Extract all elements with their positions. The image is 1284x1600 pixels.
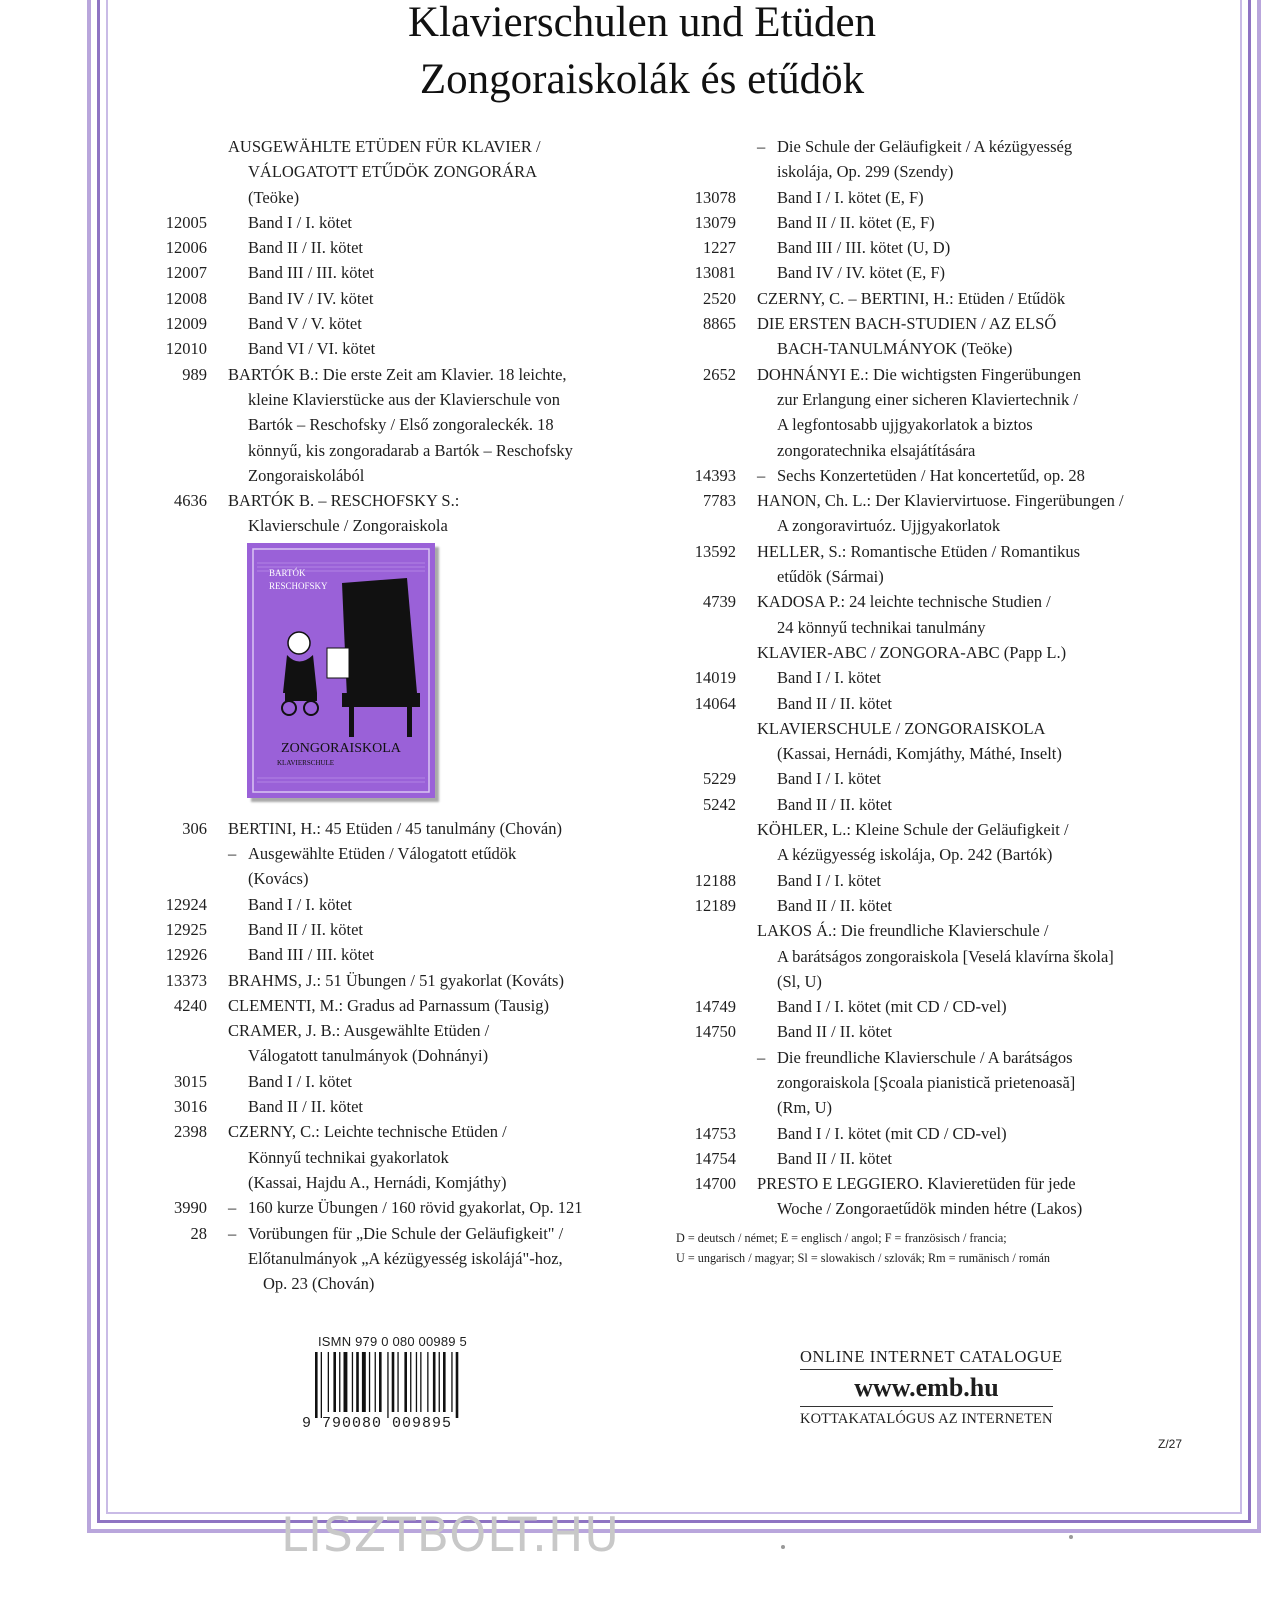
catalog-title: LAKOS Á.: Die freundliche Klavierschule / xyxy=(757,921,1049,941)
watermark: LISZTBOLT.HU xyxy=(281,1508,620,1563)
volume-label: Band I / I. kötet (mit CD / CD-vel) xyxy=(777,1123,1007,1143)
catalog-number xyxy=(676,615,736,640)
catalog-number: 12926 xyxy=(165,945,207,965)
catalog-number: 14393 xyxy=(694,465,736,485)
volume-label: Band III / III. kötet (U, D) xyxy=(777,238,951,258)
catalog-label-hungarian: KOTTAKATALÓGUS AZ INTERNETEN xyxy=(800,1411,1053,1427)
catalog-entry xyxy=(676,1095,1216,1120)
catalog-entry xyxy=(150,336,650,361)
barcode-bar xyxy=(315,1352,318,1418)
catalog-text: Vorübungen für „Die Schule der Geläufigkeit" / xyxy=(248,1223,564,1243)
catalog-title: CZERNY, C.: Leichte technische Etüden / xyxy=(228,1122,507,1142)
book-subtitle: KLAVIERSCHULE xyxy=(277,758,335,767)
volume-label: Band I / I. kötet (mit CD / CD-vel) xyxy=(777,997,1007,1017)
catalog-number xyxy=(676,918,736,943)
volume-label: Band II / II. kötet xyxy=(777,895,893,915)
book-title: ZONGORAISKOLA xyxy=(281,740,401,756)
catalog-continuation: Bartók – Reschofsky / Első zongoraleckék. 18 xyxy=(248,415,554,435)
catalog-continuation: könnyű, kis zongoradarab a Bartók – Reschofsky xyxy=(248,440,573,460)
volume-label: Band II / II. kötet xyxy=(248,238,364,258)
catalog-entry xyxy=(150,968,650,993)
barcode-bar xyxy=(420,1352,421,1412)
catalog-title: CRAMER, J. B.: Ausgewählte Etüden / xyxy=(228,1021,490,1041)
catalog-number: 14749 xyxy=(694,997,736,1017)
catalog-title: KLAVIERSCHULE / ZONGORAISKOLA xyxy=(757,718,1046,738)
catalog-number: 8865 xyxy=(703,314,736,334)
catalog-entry xyxy=(150,1069,650,1094)
catalog-entry xyxy=(676,564,1216,589)
catalog-number xyxy=(150,841,207,866)
barcode-bar xyxy=(404,1352,407,1412)
catalog-entry xyxy=(150,866,650,891)
barcode-bar xyxy=(427,1352,428,1412)
catalog-entry xyxy=(150,311,650,336)
catalog-number: 12008 xyxy=(165,288,207,308)
speck xyxy=(781,1545,785,1549)
catalog-number xyxy=(676,159,736,184)
catalog-entry xyxy=(150,942,650,967)
catalog-title: KÖHLER, L.: Kleine Schule der Geläufigkeit / xyxy=(757,820,1069,840)
catalog-number xyxy=(676,1045,736,1070)
catalog-number xyxy=(150,438,207,463)
catalog-number: 13373 xyxy=(165,970,207,990)
volume-label: Band III / III. kötet xyxy=(248,945,374,965)
barcode-bar xyxy=(328,1352,329,1412)
barcode-bar xyxy=(356,1352,359,1412)
catalog-continuation: A legfontosabb ujjgyakorlatok a biztos xyxy=(777,415,1033,435)
catalog-right-column xyxy=(676,134,1216,1222)
catalog-number: 1227 xyxy=(703,238,736,258)
catalog-entry xyxy=(676,311,1216,336)
catalog-number xyxy=(676,564,736,589)
catalog-number xyxy=(150,513,207,538)
catalog-number xyxy=(150,866,207,891)
catalog-number: 306 xyxy=(182,818,207,838)
catalog-entry xyxy=(676,868,1216,893)
catalog-number: 12925 xyxy=(165,919,207,939)
catalog-number xyxy=(676,817,736,842)
catalog-number xyxy=(676,513,736,538)
catalog-number: 3015 xyxy=(174,1071,207,1091)
catalog-entry xyxy=(676,387,1216,412)
catalog-entry xyxy=(676,1070,1216,1095)
catalog-title: BARTÓK B.: Die erste Zeit am Klavier. 18 leichte, xyxy=(228,364,567,384)
volume-label: Band II / II. kötet xyxy=(248,1097,364,1117)
catalog-number: 13078 xyxy=(694,187,736,207)
catalog-continuation: Op. 23 (Chován) xyxy=(263,1274,375,1294)
catalog-number: 2520 xyxy=(703,288,736,308)
volume-label: Band II / II. kötet xyxy=(777,693,893,713)
catalog-continuation: Válogatott tanulmányok (Dohnányi) xyxy=(248,1046,489,1066)
dash-marker: – xyxy=(228,1198,237,1218)
catalog-text: 160 kurze Übungen / 160 rövid gyakorlat, Op. 121 xyxy=(248,1198,583,1218)
catalog-number: 14754 xyxy=(694,1148,736,1168)
catalog-entry xyxy=(676,589,1216,614)
catalog-entry xyxy=(150,463,650,488)
catalog-number xyxy=(676,387,736,412)
catalog-number: 12009 xyxy=(165,314,207,334)
catalog-entry xyxy=(150,1043,650,1068)
catalog-entry xyxy=(150,1170,650,1195)
online-catalogue-label: ONLINE INTERNET CATALOGUE xyxy=(800,1347,1063,1366)
catalog-entry xyxy=(676,665,1216,690)
catalog-entry xyxy=(676,286,1216,311)
catalog-entry xyxy=(150,1094,650,1119)
barcode-digits: 9 790080 009895 xyxy=(302,1415,453,1432)
catalog-entry xyxy=(676,994,1216,1019)
catalog-number xyxy=(150,159,207,184)
catalog-number xyxy=(150,1043,207,1068)
catalog-number: 14064 xyxy=(694,693,736,713)
catalog-left-column xyxy=(150,134,650,1296)
catalog-entry xyxy=(676,893,1216,918)
barcode-bar xyxy=(439,1352,440,1412)
barcode-bar xyxy=(443,1352,446,1412)
catalog-number: 4739 xyxy=(703,592,736,612)
catalog-entry xyxy=(676,792,1216,817)
volume-label: Band III / III. kötet xyxy=(248,263,374,283)
book-author-1: BARTÓK xyxy=(269,567,306,578)
barcode-image xyxy=(313,1352,481,1418)
catalog-continuation: A barátságos zongoraiskola [Veselá klavírna škola] xyxy=(777,946,1114,966)
catalog-entry xyxy=(676,842,1216,867)
catalog-number: 28 xyxy=(190,1223,207,1243)
catalog-number xyxy=(676,969,736,994)
barcode-bar xyxy=(375,1352,376,1412)
catalog-entry xyxy=(676,1196,1216,1221)
catalog-entry xyxy=(676,1045,1216,1070)
catalog-continuation: Klavierschule / Zongoraiskola xyxy=(248,516,448,536)
catalog-entry xyxy=(150,892,650,917)
legend-line-2: U = ungarisch / magyar; Sl = slowakisch / szlovák; Rm = rumänisch / román xyxy=(676,1251,1050,1265)
catalog-number: 4636 xyxy=(174,491,207,511)
barcode-bar xyxy=(392,1352,395,1412)
catalog-title: CLEMENTI, M.: Gradus ad Parnassum (Tausig) xyxy=(228,995,550,1015)
catalog-number xyxy=(150,412,207,437)
website-link[interactable]: www.emb.hu xyxy=(854,1373,999,1402)
catalog-number xyxy=(676,716,736,741)
catalog-entry xyxy=(150,1195,650,1220)
catalog-entry xyxy=(676,159,1216,184)
catalog-number xyxy=(676,412,736,437)
catalog-entry xyxy=(150,488,650,513)
catalog-number xyxy=(676,438,736,463)
catalog-number: 13081 xyxy=(694,263,736,283)
catalog-entry xyxy=(676,1146,1216,1171)
catalog-number xyxy=(150,134,207,159)
catalog-number: 13079 xyxy=(694,212,736,232)
catalog-number: 7783 xyxy=(703,491,736,511)
catalog-number: 12189 xyxy=(694,895,736,915)
volume-label: Band I / I. kötet xyxy=(248,1071,353,1091)
barcode-bar xyxy=(416,1352,417,1412)
catalog-subtitle xyxy=(736,463,1216,488)
catalog-number: 14019 xyxy=(694,668,736,688)
catalog-continuation: (Kassai, Hernádi, Komjáthy, Máthé, Inselt) xyxy=(777,744,1062,764)
barcode-bar xyxy=(433,1352,436,1412)
catalog-number: 4240 xyxy=(174,995,207,1015)
catalog-title: BRAHMS, J.: 51 Übungen / 51 gyakorlat (Kováts) xyxy=(228,970,564,990)
catalog-continuation: A zongoravirtuóz. Ujjgyakorlatok xyxy=(777,516,1001,536)
catalog-subtitle xyxy=(736,134,1216,159)
dash-marker: – xyxy=(228,1223,237,1243)
catalog-entry xyxy=(150,841,650,866)
catalog-number: 12006 xyxy=(165,238,207,258)
catalog-continuation: (Kassai, Hajdu A., Hernádi, Komjáthy) xyxy=(248,1172,507,1192)
catalog-number: 12924 xyxy=(165,894,207,914)
catalog-subtitle xyxy=(207,1221,650,1246)
catalog-entry xyxy=(150,816,650,841)
catalog-subtitle xyxy=(207,841,650,866)
barcode-bar xyxy=(451,1352,452,1412)
title-hungarian: Zongoraiskolák és etűdök xyxy=(419,56,865,103)
catalog-continuation: zongoraiskola [Şcoala pianistică prietenoasă] xyxy=(777,1072,1076,1092)
volume-label: Band II / II. kötet xyxy=(777,1148,893,1168)
speck xyxy=(1069,1535,1073,1539)
catalog-entry xyxy=(150,185,650,210)
language-legend xyxy=(676,1228,1216,1268)
catalog-subtitle xyxy=(736,1045,1216,1070)
catalog-entry xyxy=(676,1019,1216,1044)
catalog-title: BARTÓK B. – RESCHOFSKY S.: xyxy=(228,491,460,511)
catalog-entry xyxy=(676,539,1216,564)
catalog-entry xyxy=(676,438,1216,463)
barcode-bar xyxy=(362,1352,366,1412)
catalog-entry xyxy=(150,362,650,387)
catalog-entry xyxy=(676,1121,1216,1146)
catalog-entry xyxy=(676,134,1216,159)
barcode-bar xyxy=(410,1352,411,1412)
catalog-continuation: iskolája, Op. 299 (Szendy) xyxy=(777,162,954,182)
catalog-entry xyxy=(150,438,650,463)
catalog-number: 2398 xyxy=(174,1122,207,1142)
catalog-entry xyxy=(676,741,1216,766)
book-cover-image xyxy=(247,543,435,798)
catalog-title: KADOSA P.: 24 leichte technische Studien / xyxy=(757,592,1051,612)
catalog-number xyxy=(150,1018,207,1043)
catalog-entry xyxy=(150,159,650,184)
catalog-entry xyxy=(676,716,1216,741)
catalog-entry xyxy=(676,1171,1216,1196)
catalog-number: 14753 xyxy=(694,1123,736,1143)
catalog-title: AUSGEWÄHLTE ETÜDEN FÜR KLAVIER / xyxy=(228,137,541,156)
title-german: Klavierschulen und Etüden xyxy=(407,0,877,46)
catalog-title: PRESTO E LEGGIERO. Klavieretüden für jede xyxy=(757,1174,1076,1194)
catalog-entry xyxy=(676,817,1216,842)
catalog-number xyxy=(150,463,207,488)
page-code: Z/27 xyxy=(1158,1437,1183,1451)
catalog-continuation: Könnyű technikai gyakorlatok xyxy=(248,1147,449,1167)
catalog-entry xyxy=(676,260,1216,285)
volume-label: Band II / II. kötet xyxy=(248,919,364,939)
catalog-number: 5242 xyxy=(703,794,736,814)
barcode-bar xyxy=(344,1352,348,1412)
catalog-continuation: BACH-TANULMÁNYOK (Teöke) xyxy=(777,339,1013,359)
catalog-number xyxy=(150,387,207,412)
catalog-number xyxy=(676,336,736,361)
catalog-subtitle xyxy=(207,1195,650,1220)
catalog-entry xyxy=(676,463,1216,488)
catalog-entry xyxy=(676,185,1216,210)
catalog-text: Die freundliche Klavierschule / A barátságos xyxy=(777,1047,1073,1067)
catalog-entry xyxy=(676,640,1216,665)
volume-label: Band I / I. kötet xyxy=(777,870,882,890)
catalog-entry xyxy=(150,993,650,1018)
catalog-number xyxy=(150,1145,207,1170)
dash-marker: – xyxy=(757,465,766,485)
catalog-entry xyxy=(676,210,1216,235)
dash-marker: – xyxy=(757,1047,766,1067)
catalog-entry xyxy=(150,286,650,311)
catalog-title: DOHNÁNYI E.: Die wichtigsten Fingerübungen xyxy=(757,364,1081,384)
catalog-entry xyxy=(676,766,1216,791)
catalog-continuation: Előtanulmányok „A kézügyesség iskolájá"-hoz, xyxy=(248,1248,563,1268)
catalog-entry xyxy=(676,944,1216,969)
catalog-text: Die Schule der Geläufigkeit / A kézügyesség xyxy=(777,137,1073,156)
catalog-number xyxy=(150,1170,207,1195)
catalog-continuation: 24 könnyű technikai tanulmány xyxy=(777,617,986,637)
catalog-continuation: kleine Klavierstücke aus der Klavierschule von xyxy=(248,389,561,409)
catalog-continuation: (Rm, U) xyxy=(777,1098,832,1118)
barcode-bar xyxy=(379,1352,382,1412)
catalog-number xyxy=(150,185,207,210)
volume-label: Band I / I. kötet xyxy=(248,212,353,232)
dash-marker: – xyxy=(757,137,766,156)
volume-label: Band IV / IV. kötet xyxy=(248,288,374,308)
catalog-entry xyxy=(150,917,650,942)
catalog-entry xyxy=(676,691,1216,716)
catalog-entry xyxy=(676,969,1216,994)
catalog-title: BERTINI, H.: 45 Etüden / 45 tanulmány (Chován) xyxy=(228,818,562,838)
catalog-entry xyxy=(150,412,650,437)
catalog-entry xyxy=(150,260,650,285)
catalog-entry xyxy=(676,918,1216,943)
catalog-number xyxy=(676,944,736,969)
catalog-number: 14750 xyxy=(694,1022,736,1042)
volume-label: Band VI / VI. kötet xyxy=(248,339,376,359)
catalog-entry xyxy=(676,615,1216,640)
catalog-entry xyxy=(150,1018,650,1043)
catalog-title: KLAVIER-ABC / ZONGORA-ABC (Papp L.) xyxy=(757,642,1067,662)
barcode-bar xyxy=(352,1352,353,1412)
catalog-number xyxy=(150,1246,207,1271)
catalog-continuation: (Teöke) xyxy=(248,187,300,207)
volume-label: Band I / I. kötet (E, F) xyxy=(777,187,924,207)
catalog-entry xyxy=(676,235,1216,260)
catalog-title: CZERNY, C. – BERTINI, H.: Etüden / Etűdök xyxy=(757,288,1066,308)
catalog-entry xyxy=(150,1119,650,1144)
catalog-number: 3990 xyxy=(174,1198,207,1218)
catalog-continuation: A kézügyesség iskolája, Op. 242 (Bartók) xyxy=(777,845,1053,865)
catalog-entry xyxy=(150,1221,650,1246)
volume-label: Band II / II. kötet xyxy=(777,1022,893,1042)
volume-label: Band V / V. kötet xyxy=(248,314,362,334)
catalog-number xyxy=(676,842,736,867)
catalog-number: 2652 xyxy=(703,364,736,384)
catalog-number xyxy=(676,1070,736,1095)
catalog-continuation: etűdök (Sármai) xyxy=(777,567,884,587)
catalog-entry xyxy=(150,513,650,538)
dash-marker: – xyxy=(228,844,237,864)
catalog-continuation: (Sl, U) xyxy=(777,971,822,991)
catalog-continuation: VÁLOGATOTT ETŰDÖK ZONGORÁRA xyxy=(248,162,538,182)
catalog-title: DIE ERSTEN BACH-STUDIEN / AZ ELSŐ xyxy=(757,314,1057,334)
barcode-bar xyxy=(456,1352,459,1418)
catalog-number: 12005 xyxy=(165,212,207,232)
catalog-title: HELLER, S.: Romantische Etüden / Romantikus xyxy=(757,541,1081,561)
catalog-continuation: (Kovács) xyxy=(248,869,309,889)
catalog-continuation: zongoratechnika elsajátítására xyxy=(777,440,976,460)
catalog-number xyxy=(676,640,736,665)
catalog-title: HANON, Ch. L.: Der Klaviervirtuose. Fingerübungen / xyxy=(757,491,1124,511)
catalog-number xyxy=(676,1196,736,1221)
catalog-number: 3016 xyxy=(174,1097,207,1117)
catalog-entry xyxy=(150,387,650,412)
catalog-entry xyxy=(676,362,1216,387)
catalog-number: 13592 xyxy=(694,541,736,561)
volume-label: Band II / II. kötet (E, F) xyxy=(777,212,935,232)
barcode-bar xyxy=(321,1352,322,1418)
catalog-entry xyxy=(676,488,1216,513)
catalog-number: 989 xyxy=(182,364,207,384)
catalog-entry xyxy=(676,513,1216,538)
catalog-number: 12188 xyxy=(694,870,736,890)
catalog-text: Ausgewählte Etüden / Válogatott etűdök xyxy=(248,844,517,864)
volume-label: Band I / I. kötet xyxy=(777,668,882,688)
catalog-number xyxy=(676,741,736,766)
catalog-continuation: zur Erlangung einer sicheren Klaviertechnik / xyxy=(777,389,1078,409)
barcode-bar xyxy=(387,1352,388,1418)
barcode-bar xyxy=(333,1352,336,1412)
catalog-entry xyxy=(676,412,1216,437)
volume-label: Band I / I. kötet xyxy=(777,769,882,789)
catalog-entry xyxy=(150,1271,650,1296)
catalog-number: 14700 xyxy=(694,1174,736,1194)
book-author-2: RESCHOFSKY xyxy=(269,580,328,591)
barcode-bar xyxy=(397,1352,398,1412)
catalog-continuation: Woche / Zongoraetűdök minden hétre (Lakos) xyxy=(777,1199,1083,1219)
volume-label: Band II / II. kötet xyxy=(777,794,893,814)
volume-label: Band I / I. kötet xyxy=(248,894,353,914)
legend-line-1: D = deutsch / német; E = englisch / angol; F = französisch / francia; xyxy=(676,1231,1007,1245)
catalog-number xyxy=(676,134,736,159)
catalog-entry xyxy=(676,336,1216,361)
catalog-continuation: Zongoraiskolából xyxy=(248,465,365,485)
catalog-entry xyxy=(150,210,650,235)
catalog-entry xyxy=(150,134,650,159)
barcode-bar xyxy=(369,1352,370,1412)
volume-label: Band IV / IV. kötet (E, F) xyxy=(777,263,946,283)
catalog-entry xyxy=(150,1246,650,1271)
catalog-number: 5229 xyxy=(703,769,736,789)
catalog-number xyxy=(676,1095,736,1120)
barcode-bar xyxy=(339,1352,340,1412)
catalog-text: Sechs Konzertetüden / Hat koncertetűd, op. 28 xyxy=(777,465,1085,485)
catalog-number: 12010 xyxy=(165,339,207,359)
catalog-entry xyxy=(150,235,650,260)
catalog-entry xyxy=(150,1145,650,1170)
ismn-label: ISMN 979 0 080 00989 5 xyxy=(318,1334,467,1349)
catalog-number: 12007 xyxy=(165,263,207,283)
catalog-number xyxy=(150,1271,207,1296)
divider-bottom xyxy=(800,1406,1053,1407)
